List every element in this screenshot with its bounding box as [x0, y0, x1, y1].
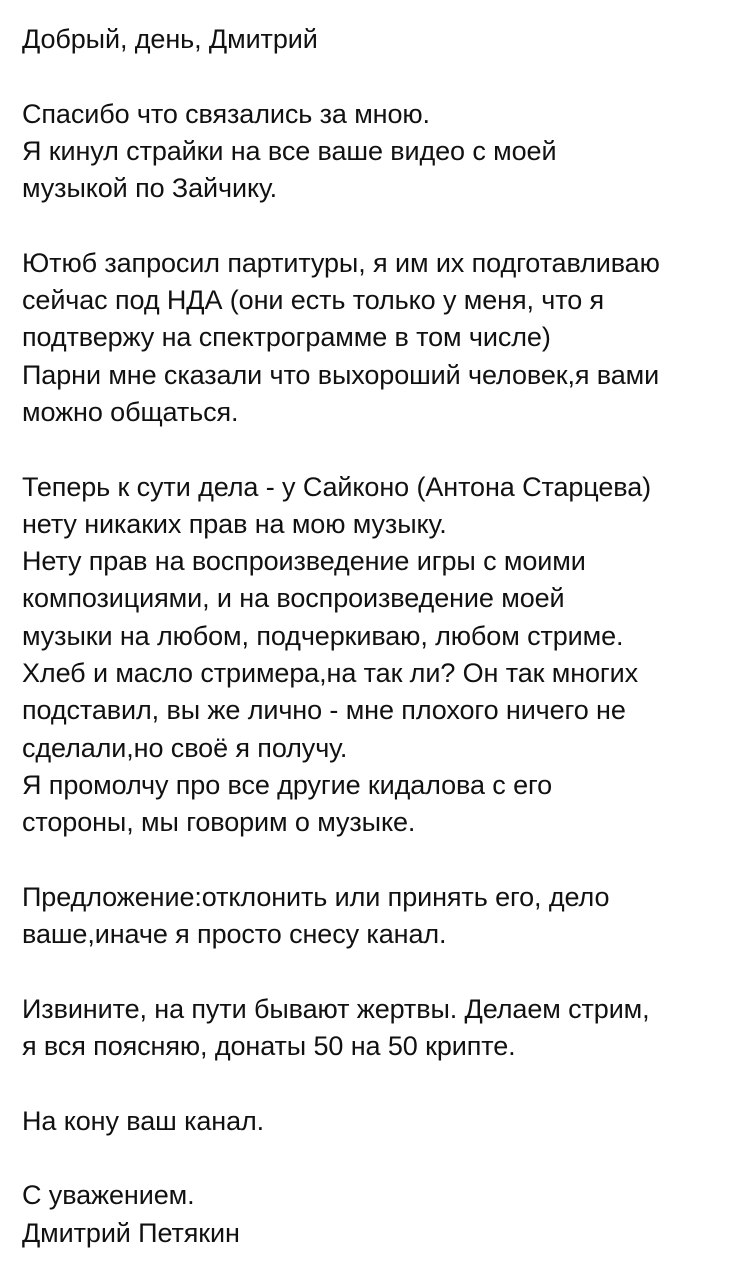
paragraph-thanks	[22, 96, 734, 208]
text-line: На кону ваш канал.	[22, 1105, 265, 1136]
text-line: Парни мне сказали что выхороший человек,я вами	[22, 359, 660, 390]
text-line: композициями, и на воспроизведение моей	[22, 583, 565, 614]
greeting-paragraph	[22, 21, 734, 58]
text-line: Предложение:отклонить или принять его, дело	[22, 881, 610, 912]
paragraph-proposal	[22, 879, 734, 954]
text-line: подставил, вы же лично - мне плохого ничего не	[22, 695, 626, 726]
text-line: Ютюб запросил партитуры, я им их подготавливаю	[22, 247, 660, 278]
text-line: Я кинул страйки на все ваше видео с моей	[22, 135, 557, 166]
text-line: я вся поясняю, донаты 50 на 50 крипте.	[22, 1031, 516, 1062]
text-line: Нету прав на воспроизведение игры с моими	[22, 546, 586, 577]
text-line: сделали,но своё я получу.	[22, 732, 348, 763]
paragraph-stakes	[22, 1103, 734, 1140]
paragraph-main-point	[22, 469, 734, 842]
text-line: музыкой по Зайчику.	[22, 173, 278, 204]
text-line: можно общаться.	[22, 396, 239, 427]
text-line: Извините, на пути бывают жертвы. Делаем стрим,	[22, 993, 650, 1024]
text-line: стороны, мы говорим о музыке.	[22, 807, 416, 838]
signoff	[22, 1177, 734, 1252]
text-line: сейчас под НДА (они есть только у меня, что я	[22, 285, 605, 316]
signature-line: Дмитрий Петякин	[22, 1217, 240, 1248]
text-line: Я промолчу про все другие кидалова с его	[22, 769, 553, 800]
paragraph-youtube	[22, 245, 734, 431]
paragraph-apology	[22, 991, 734, 1066]
text-line: Хлеб и масло стримера,на так ли? Он так многих	[22, 658, 639, 689]
text-line: ваше,иначе я просто снесу канал.	[22, 919, 447, 950]
text-line: Теперь к сути дела - у Сайконо (Антона Старцева)	[22, 471, 652, 502]
text-line: Спасибо что связались за мною.	[22, 98, 430, 129]
text-line: подтвержу на спектрограмме в том числе)	[22, 322, 551, 353]
greeting-line: Добрый, день, Дмитрий	[22, 24, 318, 54]
text-line: музыки на любом, подчеркиваю, любом стриме.	[22, 620, 624, 651]
closing-line: С уважением.	[22, 1180, 195, 1211]
message-body	[22, 21, 734, 1252]
text-line: нету никаких прав на мою музыку.	[22, 508, 447, 539]
